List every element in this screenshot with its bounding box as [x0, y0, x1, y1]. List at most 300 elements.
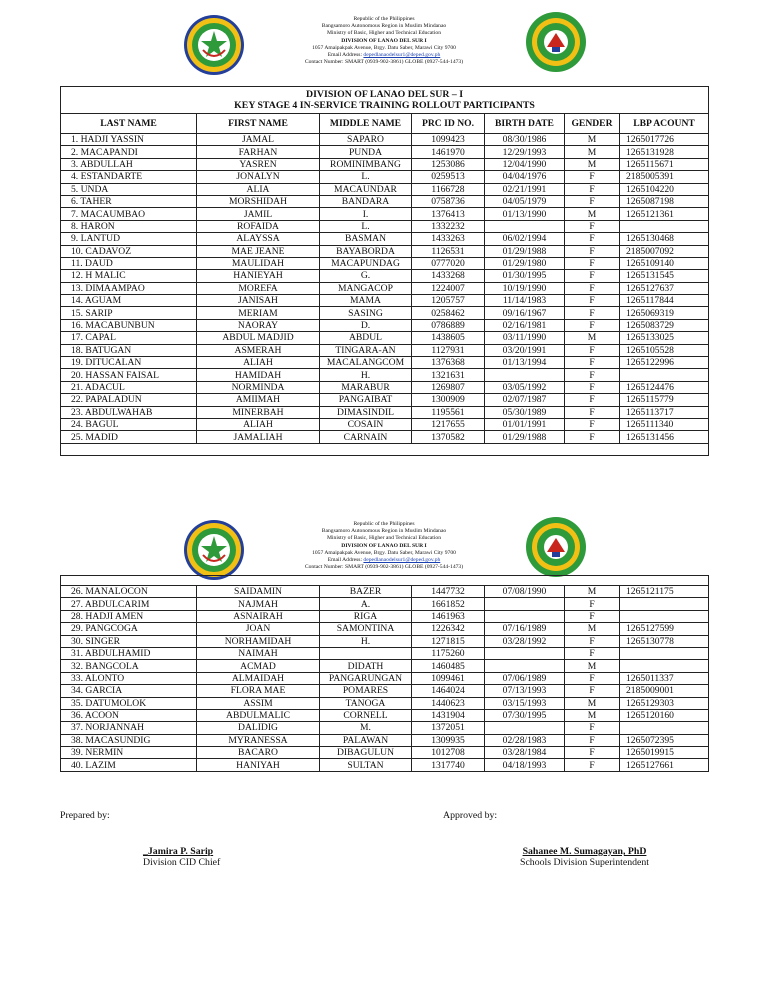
- cell-last-name: 6. TAHER: [61, 195, 197, 207]
- table-row: [61, 270, 709, 282]
- letterhead-contact: Contact Number: SMART (0939-902-3861) GLOBE (0927-544-1473): [304, 59, 464, 66]
- cell-first-name: ALMAIDAH: [197, 672, 320, 684]
- table-row: [61, 195, 709, 207]
- cell-middle-name: MACALANGCOM: [320, 357, 412, 369]
- cell-gender: M: [565, 146, 620, 158]
- col-header-lbp-account: LBP ACOUNT: [620, 114, 709, 134]
- cell-lbp-account: 1265130778: [620, 635, 709, 647]
- cell-prc-id: 1447732: [412, 586, 485, 598]
- cell-last-name: 37. NORJANNAH: [61, 722, 197, 734]
- cell-last-name: 35. DATUMOLOK: [61, 697, 197, 709]
- table-row: [61, 759, 709, 771]
- letterhead-line3: Ministry of Basic, Higher and Technical Education: [327, 30, 441, 37]
- cell-first-name: ROFAIDA: [197, 220, 320, 232]
- cell-last-name: 13. DIMAAMPAO: [61, 282, 197, 294]
- cell-lbp-account: 1265087198: [620, 195, 709, 207]
- cell-prc-id: 1461963: [412, 610, 485, 622]
- cell-gender: M: [565, 158, 620, 170]
- cell-lbp-account: 1265133025: [620, 332, 709, 344]
- cell-lbp-account: 1265105528: [620, 344, 709, 356]
- cell-lbp-account: [620, 598, 709, 610]
- cell-middle-name: PUNDA: [320, 146, 412, 158]
- cell-birth-date: 08/30/1986: [485, 134, 565, 146]
- cell-birth-date: 09/16/1967: [485, 307, 565, 319]
- cell-lbp-account: [620, 220, 709, 232]
- cell-first-name: NAIMAH: [197, 647, 320, 659]
- cell-gender: F: [565, 220, 620, 232]
- table-row: [61, 245, 709, 257]
- cell-lbp-account: 1265121175: [620, 586, 709, 598]
- cell-middle-name: M.: [320, 722, 412, 734]
- cell-birth-date: 01/13/1994: [485, 357, 565, 369]
- cell-gender: F: [565, 307, 620, 319]
- cell-prc-id: 1175260: [412, 647, 485, 659]
- cell-birth-date: [485, 722, 565, 734]
- table-row: [61, 344, 709, 356]
- approved-by-title: Schools Division Superintendent: [520, 857, 649, 868]
- cell-first-name: FLORA MAE: [197, 685, 320, 697]
- table-row: [61, 158, 709, 170]
- cell-birth-date: 07/08/1990: [485, 586, 565, 598]
- cell-first-name: DALIDIG: [197, 722, 320, 734]
- approved-by-block: [520, 846, 649, 868]
- cell-last-name: 10. CADAVOZ: [61, 245, 197, 257]
- cell-gender: M: [565, 134, 620, 146]
- cell-birth-date: 07/13/1993: [485, 685, 565, 697]
- cell-middle-name: MACAPUNDAG: [320, 257, 412, 269]
- cell-prc-id: 1321631: [412, 369, 485, 381]
- table-row: [61, 672, 709, 684]
- cell-lbp-account: 1265127599: [620, 623, 709, 635]
- cell-last-name: 26. MANALOCON: [61, 586, 197, 598]
- cell-prc-id: 1224007: [412, 282, 485, 294]
- table-title-line2: KEY STAGE 4 IN-SERVICE TRAINING ROLLOUT PARTICIPANTS: [234, 100, 535, 111]
- cell-first-name: ABDUL MADJID: [197, 332, 320, 344]
- cell-birth-date: 02/28/1983: [485, 734, 565, 746]
- cell-lbp-account: 1265127637: [620, 282, 709, 294]
- cell-middle-name: PALAWAN: [320, 734, 412, 746]
- cell-first-name: HANIYAH: [197, 759, 320, 771]
- table-row: [61, 709, 709, 721]
- cell-prc-id: 0786889: [412, 319, 485, 331]
- cell-last-name: 28. HADJI AMEN: [61, 610, 197, 622]
- cell-birth-date: 03/11/1990: [485, 332, 565, 344]
- letterhead-division: DIVISION OF LANAO DEL SUR I: [341, 542, 427, 549]
- cell-middle-name: SAMONTINA: [320, 623, 412, 635]
- table-body-page2: [61, 586, 709, 772]
- table-row: [61, 357, 709, 369]
- cell-prc-id: 0777020: [412, 257, 485, 269]
- cell-first-name: MYRANESSA: [197, 734, 320, 746]
- cell-lbp-account: 1265072395: [620, 734, 709, 746]
- col-header-middle-name: MIDDLE NAME: [320, 114, 412, 134]
- email-label: Email Address:: [327, 52, 364, 59]
- cell-first-name: ACMAD: [197, 660, 320, 672]
- cell-lbp-account: 1265131545: [620, 270, 709, 282]
- cell-gender: F: [565, 418, 620, 430]
- cell-birth-date: [485, 647, 565, 659]
- cell-prc-id: 1370582: [412, 431, 485, 443]
- cell-first-name: MAULIDAH: [197, 257, 320, 269]
- table-row: [61, 734, 709, 746]
- col-header-birth-date: BIRTH DATE: [485, 114, 565, 134]
- cell-last-name: 16. MACABUNBUN: [61, 319, 197, 331]
- cell-last-name: 40. LAZIM: [61, 759, 197, 771]
- cell-middle-name: BAYABORDA: [320, 245, 412, 257]
- cell-middle-name: TANOGA: [320, 697, 412, 709]
- letterhead-division: DIVISION OF LANAO DEL SUR I: [341, 37, 427, 44]
- cell-first-name: NORHAMIDAH: [197, 635, 320, 647]
- table-row: [61, 146, 709, 158]
- table-row: [61, 295, 709, 307]
- table-row: [61, 660, 709, 672]
- cell-middle-name: A.: [320, 598, 412, 610]
- cell-last-name: 21. ADACUL: [61, 381, 197, 393]
- cell-prc-id: 1460485: [412, 660, 485, 672]
- table-row: [61, 394, 709, 406]
- cell-last-name: 17. CAPAL: [61, 332, 197, 344]
- cell-middle-name: POMARES: [320, 685, 412, 697]
- cell-first-name: ASSIM: [197, 697, 320, 709]
- email-link[interactable]: depedlanaodelsur1@deped.gov.ph: [363, 52, 441, 59]
- table-row: [61, 220, 709, 232]
- cell-birth-date: 03/05/1992: [485, 381, 565, 393]
- cell-middle-name: DIMASINDIL: [320, 406, 412, 418]
- cell-first-name: ASNAIRAH: [197, 610, 320, 622]
- cell-middle-name: L.: [320, 171, 412, 183]
- table-row: [61, 623, 709, 635]
- cell-gender: F: [565, 734, 620, 746]
- cell-gender: M: [565, 709, 620, 721]
- cell-first-name: YASREN: [197, 158, 320, 170]
- cell-last-name: 31. ABDULHAMID: [61, 647, 197, 659]
- cell-prc-id: 1317740: [412, 759, 485, 771]
- cell-middle-name: COSAIN: [320, 418, 412, 430]
- table-row: [61, 418, 709, 430]
- cell-birth-date: 02/21/1991: [485, 183, 565, 195]
- cell-first-name: ALIAH: [197, 357, 320, 369]
- cell-middle-name: ROMINIMBANG: [320, 158, 412, 170]
- cell-middle-name: MACAUNDAR: [320, 183, 412, 195]
- cell-gender: F: [565, 233, 620, 245]
- cell-last-name: 11. DAUD: [61, 257, 197, 269]
- cell-gender: F: [565, 394, 620, 406]
- cell-middle-name: L.: [320, 220, 412, 232]
- cell-birth-date: 07/16/1989: [485, 623, 565, 635]
- cell-last-name: 9. LANTUD: [61, 233, 197, 245]
- cell-gender: F: [565, 344, 620, 356]
- cell-first-name: NORMINDA: [197, 381, 320, 393]
- table-row: [61, 282, 709, 294]
- cell-middle-name: TINGARA-AN: [320, 344, 412, 356]
- cell-last-name: 14. AGUAM: [61, 295, 197, 307]
- cell-gender: M: [565, 660, 620, 672]
- cell-gender: F: [565, 282, 620, 294]
- cell-prc-id: 1205757: [412, 295, 485, 307]
- cell-prc-id: 1372051: [412, 722, 485, 734]
- letterhead-line2: Bangsamoro Autonomous Region in Muslim Mindanao: [321, 23, 447, 30]
- cell-last-name: 18. BATUGAN: [61, 344, 197, 356]
- cell-last-name: 22. PAPALADUN: [61, 394, 197, 406]
- prepared-by-block: [143, 846, 220, 868]
- cell-prc-id: 1253086: [412, 158, 485, 170]
- table-row: [61, 722, 709, 734]
- cell-last-name: 36. ACOON: [61, 709, 197, 721]
- cell-prc-id: 1226342: [412, 623, 485, 635]
- cell-lbp-account: 1265111340: [620, 418, 709, 430]
- table-body-page1: [61, 134, 709, 444]
- cell-birth-date: 04/04/1976: [485, 171, 565, 183]
- cell-gender: F: [565, 195, 620, 207]
- cell-first-name: SAIDAMIN: [197, 586, 320, 598]
- division-seal-logo: [525, 11, 587, 73]
- participants-table-page2: [60, 575, 709, 772]
- cell-middle-name: MAMA: [320, 295, 412, 307]
- cell-first-name: NAJMAH: [197, 598, 320, 610]
- cell-prc-id: 1376413: [412, 208, 485, 220]
- cell-first-name: JOAN: [197, 623, 320, 635]
- letterhead-line3: Ministry of Basic, Higher and Technical Education: [327, 535, 441, 542]
- blank-cell: [61, 576, 709, 586]
- cell-gender: F: [565, 357, 620, 369]
- cell-last-name: 20. HASSAN FAISAL: [61, 369, 197, 381]
- cell-middle-name: PANGAIBAT: [320, 394, 412, 406]
- letterhead-address: 1057 Amaipakpak Avenue, Brgy. Datu Saber, Marawi City 9700: [312, 549, 456, 556]
- table-row: [61, 369, 709, 381]
- cell-birth-date: 01/29/1988: [485, 245, 565, 257]
- cell-gender: M: [565, 623, 620, 635]
- barmm-seal-logo: [183, 14, 245, 76]
- cell-gender: F: [565, 431, 620, 443]
- cell-birth-date: 01/29/1980: [485, 257, 565, 269]
- cell-middle-name: H.: [320, 369, 412, 381]
- cell-prc-id: 1012708: [412, 747, 485, 759]
- cell-middle-name: CARNAIN: [320, 431, 412, 443]
- cell-gender: F: [565, 722, 620, 734]
- cell-lbp-account: 2185009001: [620, 685, 709, 697]
- cell-lbp-account: 1265083729: [620, 319, 709, 331]
- cell-lbp-account: [620, 660, 709, 672]
- cell-middle-name: PANGARUNGAN: [320, 672, 412, 684]
- table-row: [61, 171, 709, 183]
- cell-birth-date: 12/29/1993: [485, 146, 565, 158]
- cell-lbp-account: [620, 610, 709, 622]
- cell-first-name: JAMAL: [197, 134, 320, 146]
- cell-lbp-account: 1265122996: [620, 357, 709, 369]
- cell-birth-date: 10/19/1990: [485, 282, 565, 294]
- letterhead-line1: Republic of the Philippines: [353, 521, 415, 527]
- cell-last-name: 30. SINGER: [61, 635, 197, 647]
- cell-last-name: 33. ALONTO: [61, 672, 197, 684]
- cell-prc-id: 1438605: [412, 332, 485, 344]
- cell-birth-date: [485, 598, 565, 610]
- cell-prc-id: 0758736: [412, 195, 485, 207]
- cell-birth-date: 04/05/1979: [485, 195, 565, 207]
- cell-middle-name: BAZER: [320, 586, 412, 598]
- col-header-prc-id: PRC ID NO.: [412, 114, 485, 134]
- cell-birth-date: 02/07/1987: [485, 394, 565, 406]
- cell-birth-date: 03/15/1993: [485, 697, 565, 709]
- cell-middle-name: DIBAGULUN: [320, 747, 412, 759]
- prepared-name-text: Jamira P. Sarip: [147, 846, 214, 857]
- cell-first-name: HAMIDAH: [197, 369, 320, 381]
- cell-prc-id: 1271815: [412, 635, 485, 647]
- table-row: [61, 697, 709, 709]
- table-row: [61, 431, 709, 443]
- table-header-row: [61, 114, 709, 134]
- cell-birth-date: 05/30/1989: [485, 406, 565, 418]
- cell-birth-date: 01/01/1991: [485, 418, 565, 430]
- prepared-by-label: Prepared by:: [60, 810, 110, 821]
- cell-first-name: NAORAY: [197, 319, 320, 331]
- cell-prc-id: 1099461: [412, 672, 485, 684]
- cell-middle-name: CORNELL: [320, 709, 412, 721]
- table-row: [61, 586, 709, 598]
- cell-gender: F: [565, 257, 620, 269]
- cell-first-name: AMIIMAH: [197, 394, 320, 406]
- cell-last-name: 3. ABDULLAH: [61, 158, 197, 170]
- cell-middle-name: SAPARO: [320, 134, 412, 146]
- cell-birth-date: 01/30/1995: [485, 270, 565, 282]
- cell-last-name: 27. ABDULCARIM: [61, 598, 197, 610]
- table-row: [61, 610, 709, 622]
- col-header-first-name: FIRST NAME: [197, 114, 320, 134]
- cell-prc-id: 1195561: [412, 406, 485, 418]
- cell-last-name: 12. H MALIC: [61, 270, 197, 282]
- cell-lbp-account: 1265130468: [620, 233, 709, 245]
- cell-gender: M: [565, 697, 620, 709]
- table-row: [61, 208, 709, 220]
- cell-first-name: JONALYN: [197, 171, 320, 183]
- cell-first-name: ALIAH: [197, 418, 320, 430]
- cell-prc-id: 1332232: [412, 220, 485, 232]
- table-blank-row: [61, 576, 709, 586]
- barmm-seal-logo: [183, 519, 245, 581]
- cell-prc-id: 1433263: [412, 233, 485, 245]
- cell-last-name: 32. BANGCOLA: [61, 660, 197, 672]
- cell-prc-id: 1309935: [412, 734, 485, 746]
- cell-last-name: 5. UNDA: [61, 183, 197, 195]
- cell-prc-id: 0259513: [412, 171, 485, 183]
- cell-first-name: ALAYSSA: [197, 233, 320, 245]
- table-row: [61, 233, 709, 245]
- cell-first-name: JAMALIAH: [197, 431, 320, 443]
- letterhead-line1: Republic of the Philippines: [353, 16, 415, 22]
- table-row: [61, 134, 709, 146]
- cell-last-name: 39. NERMIN: [61, 747, 197, 759]
- cell-birth-date: 12/04/1990: [485, 158, 565, 170]
- cell-birth-date: 02/16/1981: [485, 319, 565, 331]
- cell-lbp-account: 1265124476: [620, 381, 709, 393]
- cell-lbp-account: 1265109140: [620, 257, 709, 269]
- cell-first-name: ABDULMALIC: [197, 709, 320, 721]
- table-row: [61, 319, 709, 331]
- cell-lbp-account: [620, 369, 709, 381]
- cell-prc-id: 1440623: [412, 697, 485, 709]
- cell-first-name: MOREFA: [197, 282, 320, 294]
- table-title-line1: DIVISION OF LANAO DEL SUR – I: [306, 89, 464, 100]
- email-label: Email Address:: [327, 557, 364, 564]
- cell-lbp-account: 1265129303: [620, 697, 709, 709]
- cell-gender: F: [565, 598, 620, 610]
- cell-birth-date: 07/30/1995: [485, 709, 565, 721]
- cell-lbp-account: 1265113717: [620, 406, 709, 418]
- table-row: [61, 307, 709, 319]
- cell-prc-id: 1461970: [412, 146, 485, 158]
- cell-birth-date: 06/02/1994: [485, 233, 565, 245]
- cell-last-name: 34. GARCIA: [61, 685, 197, 697]
- cell-gender: F: [565, 319, 620, 331]
- cell-middle-name: SASING: [320, 307, 412, 319]
- cell-last-name: 19. DITUCALAN: [61, 357, 197, 369]
- cell-birth-date: 03/28/1984: [485, 747, 565, 759]
- table-row: [61, 685, 709, 697]
- cell-last-name: 38. MACASUNDIG: [61, 734, 197, 746]
- cell-birth-date: 01/29/1988: [485, 431, 565, 443]
- cell-gender: F: [565, 245, 620, 257]
- cell-last-name: 8. HARON: [61, 220, 197, 232]
- cell-lbp-account: 2185007092: [620, 245, 709, 257]
- cell-prc-id: 1300909: [412, 394, 485, 406]
- cell-first-name: MINERBAH: [197, 406, 320, 418]
- cell-gender: F: [565, 406, 620, 418]
- email-link[interactable]: depedlanaodelsur1@deped.gov.ph: [363, 557, 441, 564]
- cell-first-name: ALIA: [197, 183, 320, 195]
- table-blank-row: [61, 443, 709, 455]
- cell-birth-date: 03/20/1991: [485, 344, 565, 356]
- division-seal-logo: [525, 516, 587, 578]
- cell-middle-name: D.: [320, 319, 412, 331]
- cell-prc-id: 1126531: [412, 245, 485, 257]
- cell-lbp-account: 1265127661: [620, 759, 709, 771]
- cell-lbp-account: 1265115779: [620, 394, 709, 406]
- cell-last-name: 25. MADID: [61, 431, 197, 443]
- cell-birth-date: 01/13/1990: [485, 208, 565, 220]
- cell-first-name: FARHAN: [197, 146, 320, 158]
- cell-middle-name: BASMAN: [320, 233, 412, 245]
- cell-lbp-account: 1265019915: [620, 747, 709, 759]
- cell-middle-name: DIDATH: [320, 660, 412, 672]
- cell-last-name: 7. MACAUMBAO: [61, 208, 197, 220]
- cell-first-name: MORSHIDAH: [197, 195, 320, 207]
- cell-gender: M: [565, 332, 620, 344]
- table-row: [61, 257, 709, 269]
- cell-last-name: 4. ESTANDARTE: [61, 171, 197, 183]
- cell-prc-id: 1376368: [412, 357, 485, 369]
- cell-lbp-account: [620, 722, 709, 734]
- cell-gender: F: [565, 381, 620, 393]
- prepared-by-title: Division CID Chief: [143, 857, 221, 868]
- table-row: [61, 635, 709, 647]
- cell-lbp-account: 1265121361: [620, 208, 709, 220]
- cell-gender: F: [565, 672, 620, 684]
- cell-gender: F: [565, 647, 620, 659]
- cell-lbp-account: 1265117844: [620, 295, 709, 307]
- cell-gender: F: [565, 685, 620, 697]
- table-title: [61, 87, 709, 114]
- letterhead-line2: Bangsamoro Autonomous Region in Muslim Mindanao: [321, 528, 447, 535]
- cell-prc-id: 0258462: [412, 307, 485, 319]
- cell-middle-name: I.: [320, 208, 412, 220]
- cell-gender: F: [565, 759, 620, 771]
- cell-first-name: JAMIL: [197, 208, 320, 220]
- cell-prc-id: 1661852: [412, 598, 485, 610]
- cell-gender: F: [565, 610, 620, 622]
- cell-lbp-account: 1265017726: [620, 134, 709, 146]
- cell-first-name: HANIEYAH: [197, 270, 320, 282]
- cell-birth-date: 03/28/1992: [485, 635, 565, 647]
- col-header-last-name: LAST NAME: [61, 114, 197, 134]
